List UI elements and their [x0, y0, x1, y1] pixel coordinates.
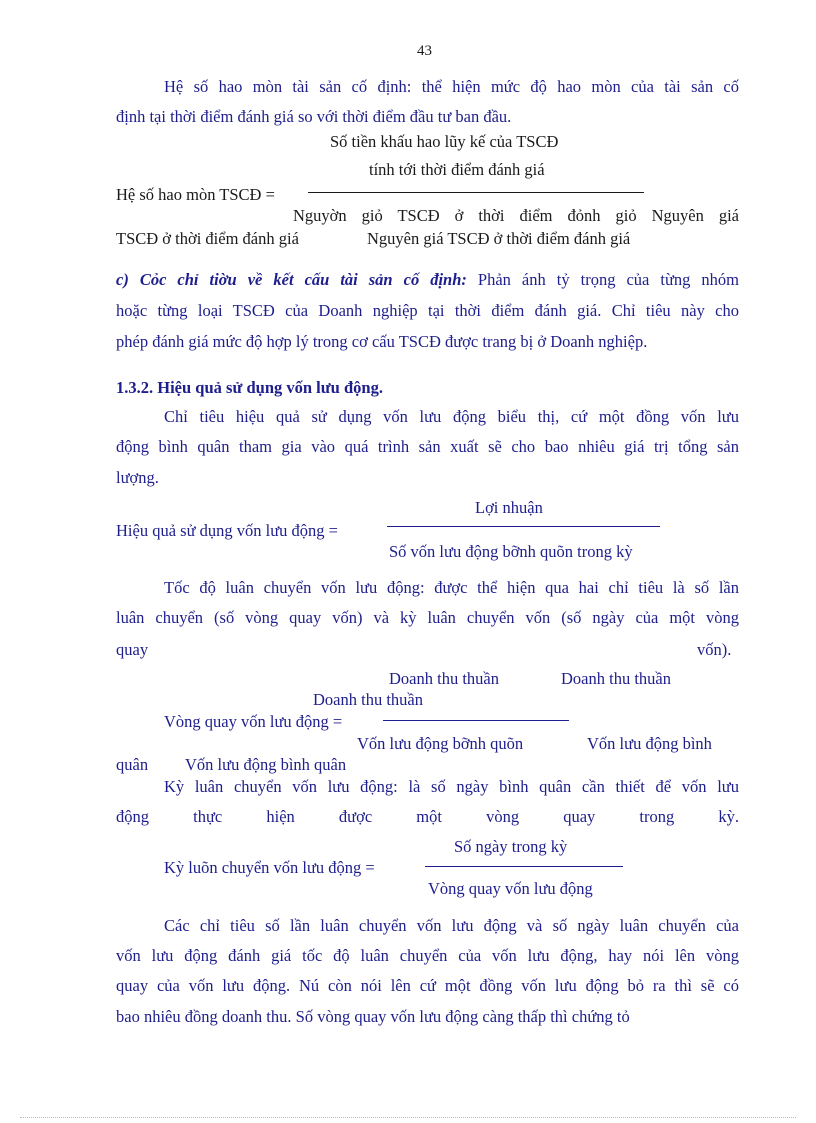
formula-numerator: Số ngày trong kỳ — [454, 837, 568, 856]
formula-denominator: quân — [116, 755, 149, 774]
formula-denominator: Vốn lưu động bình quân — [185, 755, 347, 774]
footer-divider — [20, 1117, 796, 1118]
formula-denominator: Nguyên giá TSCĐ ở thời điểm đánh giá — [367, 229, 631, 248]
formula-numerator: Doanh thu thuần — [561, 669, 671, 688]
formula-denominator: Vốn lưu động bình — [587, 734, 712, 753]
page-number: 43 — [417, 43, 432, 59]
paragraph-line: quay của vốn lưu động. Nú còn nói lên cứ một đồng vốn lưu động bỏ ra thì sẽ có — [116, 976, 739, 995]
formula-numerator: Số tiền khấu hao lũy kế của TSCĐ — [330, 132, 559, 151]
section-heading: 1.3.2. Hiệu quả sử dụng vốn lưu động. — [116, 378, 383, 397]
paragraph-line: Chỉ tiêu hiệu quả sử dụng vốn lưu động biểu thị, cứ một đồng vốn lưu — [164, 407, 739, 426]
formula-label: Vòng quay vốn lưu động = — [164, 712, 343, 731]
paragraph-line: động thực hiện được một vòng quay trong kỳ. — [116, 807, 739, 826]
formula-denominator: Vòng quay vốn lưu động — [428, 879, 593, 898]
subsection-heading: c) Cỏc chỉ tiờu về kết cấu tài sản cố định: — [116, 270, 467, 289]
formula-label: Hệ số hao mòn TSCĐ = — [116, 185, 275, 204]
paragraph-line: phép đánh giá mức độ hợp lý trong cơ cấu TSCĐ được trang bị ở Doanh nghiệp. — [116, 332, 648, 351]
formula-numerator: Doanh thu thuần — [389, 669, 499, 688]
paragraph-line: Hệ số hao mòn tài sản cố định: thể hiện mức độ hao mòn của tài sản cố — [164, 77, 739, 96]
paragraph-line: Tốc độ luân chuyển vốn lưu động: được thể hiện qua hai chỉ tiêu là số lần — [164, 578, 739, 597]
formula-denominator: Vốn lưu động bỡnh quõn — [357, 734, 524, 753]
paragraph-line: hoặc từng loại TSCĐ của Doanh nghiệp tại thời điểm đánh giá. Chỉ tiêu này cho — [116, 301, 739, 320]
formula-denominator: Nguyờn giỏ TSCĐ ở thời điểm đỏnh giỏ Nguyên giá — [293, 206, 739, 225]
paragraph-line: vốn). — [697, 640, 732, 659]
formula-denominator: Số vốn lưu động bỡnh quõn trong kỳ — [389, 542, 633, 561]
paragraph-line — [116, 270, 739, 290]
paragraph-line: quay — [116, 640, 149, 659]
formula-numerator: Lợi nhuận — [475, 498, 543, 517]
fraction-bar — [383, 720, 569, 721]
paragraph-line: luân chuyển (số vòng quay vốn) và kỳ luân chuyển vốn (số ngày của một vòng — [116, 608, 739, 627]
fraction-bar — [308, 192, 644, 193]
paragraph-line: Kỳ luân chuyển vốn lưu động: là số ngày bình quân cần thiết để vốn lưu — [164, 777, 739, 796]
paragraph-line: vốn lưu động đánh giá tốc độ luân chuyển của vốn lưu động, hay nói lên vòng — [116, 946, 739, 965]
paragraph-line: định tại thời điểm đánh giá so với thời điểm đầu tư ban đầu. — [116, 107, 512, 126]
paragraph-text: Phản ánh tỷ trọng của từng nhóm — [466, 270, 739, 289]
formula-label: Kỳ luõn chuyển vốn lưu động = — [164, 858, 375, 877]
fraction-bar — [425, 866, 623, 867]
formula-numerator: tính tới thời điểm đánh giá — [369, 160, 545, 179]
formula-label: Hiệu quả sử dụng vốn lưu động = — [116, 521, 338, 540]
paragraph-line: bao nhiêu đồng doanh thu. Số vòng quay vốn lưu động càng thấp thì chứng tỏ — [116, 1007, 630, 1026]
fraction-bar — [387, 526, 660, 527]
paragraph-line: lượng. — [116, 468, 159, 487]
paragraph-line: động bình quân tham gia vào quá trình sản xuất sẽ cho bao nhiêu giá trị tổng sản — [116, 437, 739, 456]
formula-numerator: Doanh thu thuần — [313, 690, 423, 709]
formula-denominator: TSCĐ ở thời điểm đánh giá — [116, 229, 299, 248]
paragraph-line: Các chỉ tiêu số lần luân chuyển vốn lưu động và số ngày luân chuyển của — [164, 916, 739, 935]
